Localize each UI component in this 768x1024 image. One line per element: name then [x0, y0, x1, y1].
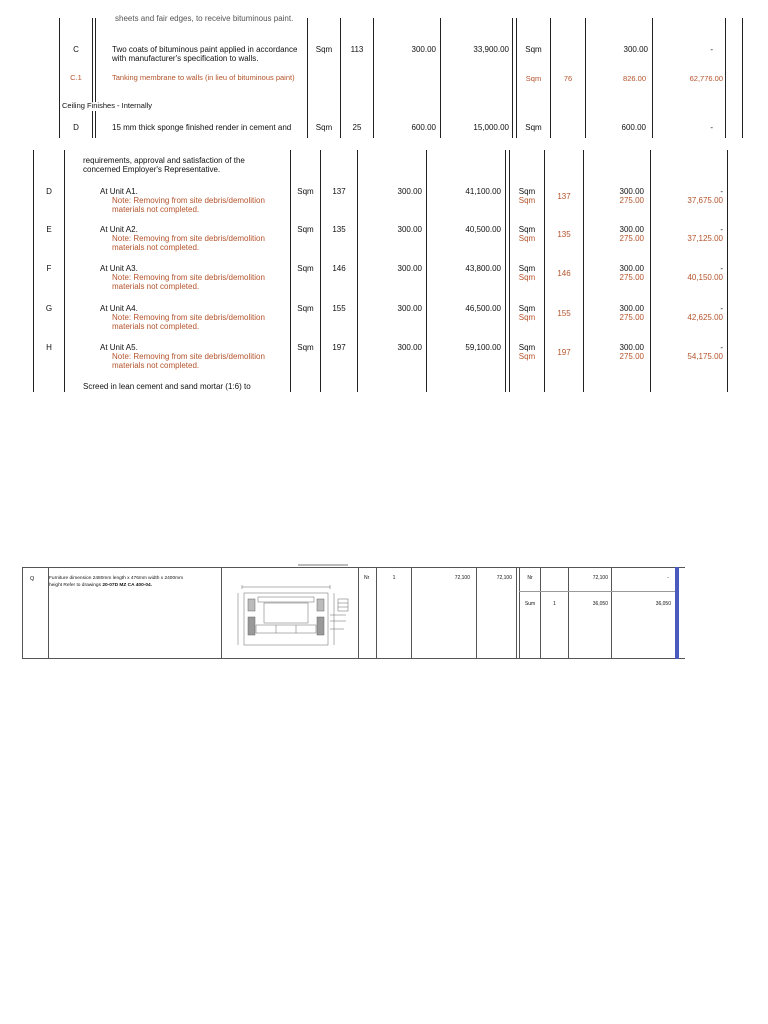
rate-revised: 300.00: [619, 187, 644, 196]
rate: 72,100: [454, 575, 470, 581]
item-description: At Unit A2.: [100, 225, 138, 234]
unit: Sqm: [297, 225, 314, 234]
drawing-reference-number: 20-07D MZ CA 400-04.: [102, 583, 153, 588]
rate: 300.00: [397, 225, 422, 234]
quantity-revised: 155: [557, 309, 571, 318]
rate: 300.00: [397, 304, 422, 313]
amount-revised: -: [720, 264, 723, 273]
section-footer: Screed in lean cement and sand mortar (1:6) to: [83, 382, 251, 391]
amount: 43,800.00: [465, 264, 501, 273]
amount-revised-2: 37,125.00: [687, 234, 723, 243]
item-code: H: [46, 343, 52, 352]
amount-revised: -: [710, 45, 713, 54]
quantity-revised: 76: [563, 74, 573, 83]
quantity: 155: [332, 304, 346, 313]
amount-revised: -: [720, 225, 723, 234]
unit-revised: Sqm: [525, 123, 542, 132]
amount-revised: -: [720, 343, 723, 352]
rate-revised: 826.00: [623, 74, 646, 83]
rate-revised: 300.00: [623, 45, 648, 54]
item-description: At Unit A4.: [100, 304, 138, 313]
item-code: C.1: [70, 73, 82, 82]
drawing-reference-label: height Refer to drawings: [49, 583, 103, 588]
unit: Sqm: [297, 187, 314, 196]
quantity: 1: [392, 575, 396, 581]
item-description: At Unit A3.: [100, 264, 138, 273]
unit: Sqm: [297, 343, 314, 352]
rate: 300.00: [397, 264, 422, 273]
unit-revised: Sqm: [518, 343, 536, 352]
item-code: C: [73, 45, 79, 54]
quantity-revised: 197: [557, 348, 571, 357]
amount-revised-2: 54,175.00: [687, 352, 723, 361]
rate-revised-2: 275.00: [619, 313, 644, 322]
bottom-table-fragment: [22, 567, 685, 659]
unit-revised: Sqm: [525, 74, 542, 83]
quantity: 25: [352, 123, 362, 132]
top-table-fragment: [0, 14, 768, 138]
amount-revised-2: 37,675.00: [687, 196, 723, 205]
unit-revised: Sqm: [518, 304, 536, 313]
quantity-revised: 135: [557, 230, 571, 239]
rate-revised: 600.00: [621, 123, 646, 132]
item-code: F: [46, 264, 52, 273]
unit-revised-2: Sqm: [518, 313, 536, 322]
unit-revised-2: Sqm: [518, 352, 536, 361]
amount-revised: -: [710, 123, 713, 132]
amount-addition: 36,050: [655, 601, 671, 607]
rate-revised: 300.00: [619, 225, 644, 234]
quantity-addition: 1: [553, 601, 556, 607]
quantity: 135: [332, 225, 346, 234]
amount: 33,900.00: [473, 45, 509, 54]
unit-revised: Sqm: [518, 225, 536, 234]
quantity: 146: [332, 264, 346, 273]
item-description: Tanking membrane to walls (in lieu of bituminous paint): [112, 73, 295, 82]
unit: Sqm: [297, 304, 314, 313]
rate-revised: 300.00: [619, 343, 644, 352]
rate: 600.00: [411, 123, 436, 132]
item-description-line-2: [49, 583, 152, 589]
rate-revised-2: 275.00: [619, 352, 644, 361]
rate-addition: 36,050: [592, 601, 608, 607]
unit-revised-2: Sqm: [518, 196, 536, 205]
unit-addition: Sum: [524, 601, 536, 607]
unit-revised-2: Sqm: [518, 273, 536, 282]
unit: Nr: [364, 575, 370, 581]
amount-revised: -: [720, 187, 723, 196]
rate: 300.00: [411, 45, 436, 54]
amount: 41,100.00: [465, 187, 501, 196]
quantity: 113: [350, 45, 364, 54]
amount: 40,500.00: [465, 225, 501, 234]
amount-revised: -: [720, 304, 723, 313]
item-description-line-1: Furniture dimension 2480mm length x 476mm width x 2400mm: [49, 576, 184, 581]
rate-revised: 300.00: [619, 304, 644, 313]
item-description: At Unit A5.: [100, 343, 138, 352]
revision-note: Note: Removing from site debris/demolition materials not completed.: [112, 313, 265, 332]
rate-revised-2: 275.00: [619, 273, 644, 282]
amount-revised-2: 42,625.00: [687, 313, 723, 322]
item-code: D: [73, 123, 79, 132]
rate-revised-2: 275.00: [619, 196, 644, 205]
revision-note: Note: Removing from site debris/demolition materials not completed.: [112, 273, 265, 292]
amount: 46,500.00: [465, 304, 501, 313]
unit: Sqm: [315, 123, 333, 132]
partial-line: sheets and fair edges, to receive bituminous paint.: [115, 14, 294, 23]
item-code: D: [46, 187, 52, 196]
amount-revised: 62,776.00: [689, 74, 723, 83]
revision-note: Note: Removing from site debris/demolition materials not completed.: [112, 352, 265, 371]
quantity: 137: [332, 187, 346, 196]
amount: 59,100.00: [465, 343, 501, 352]
quantity-revised: 137: [557, 192, 571, 201]
item-code: E: [46, 225, 52, 234]
rate-revised: 300.00: [619, 264, 644, 273]
unit-revised-2: Sqm: [518, 234, 536, 243]
rate: 300.00: [397, 187, 422, 196]
unit-revised: Nr: [527, 575, 533, 581]
item-code: Q: [30, 576, 35, 582]
unit-revised: Sqm: [525, 45, 542, 54]
rate-revised-2: 275.00: [619, 234, 644, 243]
revision-note: Note: Removing from site debris/demolition materials not completed.: [112, 234, 265, 253]
item-description: At Unit A1.: [100, 187, 138, 196]
revision-note: Note: Removing from site debris/demolition materials not completed.: [112, 196, 265, 215]
amount: 72,100: [496, 575, 512, 581]
furniture-elevation-drawing: [234, 581, 354, 651]
middle-table-fragment: [0, 150, 768, 392]
rate-revised: 72,100: [592, 575, 608, 581]
unit: Sqm: [315, 45, 333, 54]
rate: 300.00: [397, 343, 422, 352]
unit: Sqm: [297, 264, 314, 273]
quantity-revised: 146: [557, 269, 571, 278]
unit-revised: Sqm: [518, 264, 536, 273]
quantity: 197: [332, 343, 346, 352]
amount: 15,000.00: [473, 123, 509, 132]
amount-revised-2: 40,150.00: [687, 273, 723, 282]
amount-revised: -: [667, 575, 669, 581]
item-description: 15 mm thick sponge finished render in cement and: [112, 123, 292, 132]
item-code: G: [45, 304, 53, 313]
section-heading: Ceiling Finishes - Internally: [62, 101, 153, 110]
item-description: Two coats of bituminous paint applied in accordance with manufacturer's specification to walls.: [112, 45, 298, 64]
section-intro: requirements, approval and satisfaction of the concerned Employer's Representative.: [83, 156, 245, 175]
unit-revised: Sqm: [518, 187, 536, 196]
